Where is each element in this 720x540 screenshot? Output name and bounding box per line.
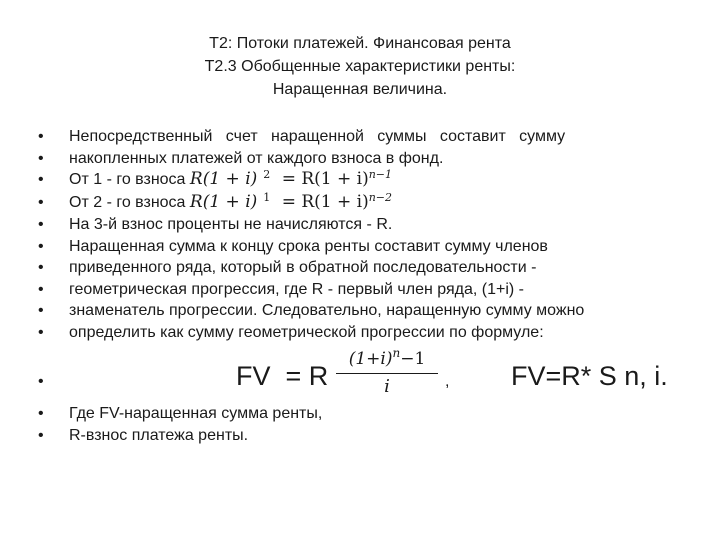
bullet-text: Непосредственный счет наращенной суммы составит сумму	[69, 128, 566, 145]
list-item	[38, 279, 598, 301]
bullet-marker: •	[38, 149, 44, 167]
bullet-marker: •	[38, 237, 44, 255]
list-item	[38, 148, 598, 170]
bullet-marker: •	[38, 280, 44, 298]
bullet-text: знаменатель прогрессии. Следовательно, наращенную сумму можно	[69, 302, 585, 319]
list-item	[38, 214, 598, 236]
formula-fraction	[334, 347, 440, 398]
list-item	[38, 192, 598, 215]
math-rhs-exponent: n−1	[368, 168, 393, 181]
fraction-denominator: i	[384, 376, 390, 397]
numerator-exponent: n	[392, 346, 401, 360]
bullet-text: приведенного ряда, который в обратной последовательности -	[69, 259, 537, 276]
math-lhs-base: R(1 + i)	[189, 191, 258, 212]
definition-text: R-взнос платежа ренты.	[69, 427, 249, 444]
list-item	[38, 403, 322, 425]
list-item	[38, 126, 598, 148]
math-lhs-exponent: 1	[263, 190, 271, 204]
bullet-text: Наращенная сумма к концу срока ренты составит сумму членов	[69, 237, 548, 255]
bullet-marker: •	[38, 259, 44, 276]
math-expression	[190, 192, 392, 212]
math-lhs-exponent: 2	[263, 168, 271, 181]
math-lhs-base: R(1 + i)	[189, 169, 258, 189]
fraction-bar	[336, 373, 438, 374]
formula-lhs: FV = R	[236, 361, 329, 391]
list-item	[38, 322, 598, 344]
bullet-text: От 1 - го взноса	[69, 171, 186, 188]
numerator-base: (1+i)	[348, 349, 393, 369]
bullet-list	[38, 126, 598, 343]
definitions-list	[38, 403, 322, 447]
bullet-text: геометрическая прогрессия, где R - первый член ряда, (1+i) -	[69, 280, 524, 298]
formula-separator: ,	[445, 373, 450, 390]
list-item	[38, 257, 598, 279]
bullet-marker: •	[38, 373, 44, 390]
numerator-tail: −1	[400, 349, 426, 369]
title-line-3: Наращенная величина.	[272, 81, 448, 98]
formula-rhs: FV=R* S n, i.	[511, 361, 668, 391]
list-item	[38, 169, 598, 192]
title-line-2: Т2.3 Обобщенные характеристики ренты:	[204, 58, 516, 75]
bullet-text: На 3-й взнос проценты не начисляются - R.	[69, 216, 393, 233]
slide-title	[0, 32, 720, 101]
formula-row	[38, 347, 698, 407]
bullet-marker: •	[38, 427, 44, 444]
math-rhs-exponent: n−2	[368, 190, 393, 204]
bullet-text: От 2 - го взноса	[69, 193, 186, 211]
title-line-1: Т2: Потоки платежей. Финансовая рента	[209, 35, 511, 52]
bullet-text: накопленных платежей от каждого взноса в фонд.	[69, 149, 444, 167]
bullet-marker: •	[38, 128, 44, 145]
math-rhs: = R(1 + i)	[281, 169, 369, 189]
list-item	[38, 425, 322, 447]
bullet-marker: •	[38, 302, 44, 319]
bullet-marker: •	[38, 193, 44, 211]
bullet-marker: •	[38, 171, 44, 188]
bullet-marker: •	[38, 405, 44, 422]
fraction-numerator	[334, 347, 440, 372]
bullet-marker: •	[38, 216, 44, 233]
bullet-marker: •	[38, 323, 44, 341]
math-rhs: = R(1 + i)	[281, 191, 369, 212]
bullet-text: определить как сумму геометрической прогрессии по формуле:	[69, 323, 544, 341]
list-item	[38, 236, 598, 258]
list-item	[38, 300, 598, 322]
definition-text: Где FV-наращенная сумма ренты,	[69, 405, 323, 422]
math-expression	[190, 169, 392, 189]
